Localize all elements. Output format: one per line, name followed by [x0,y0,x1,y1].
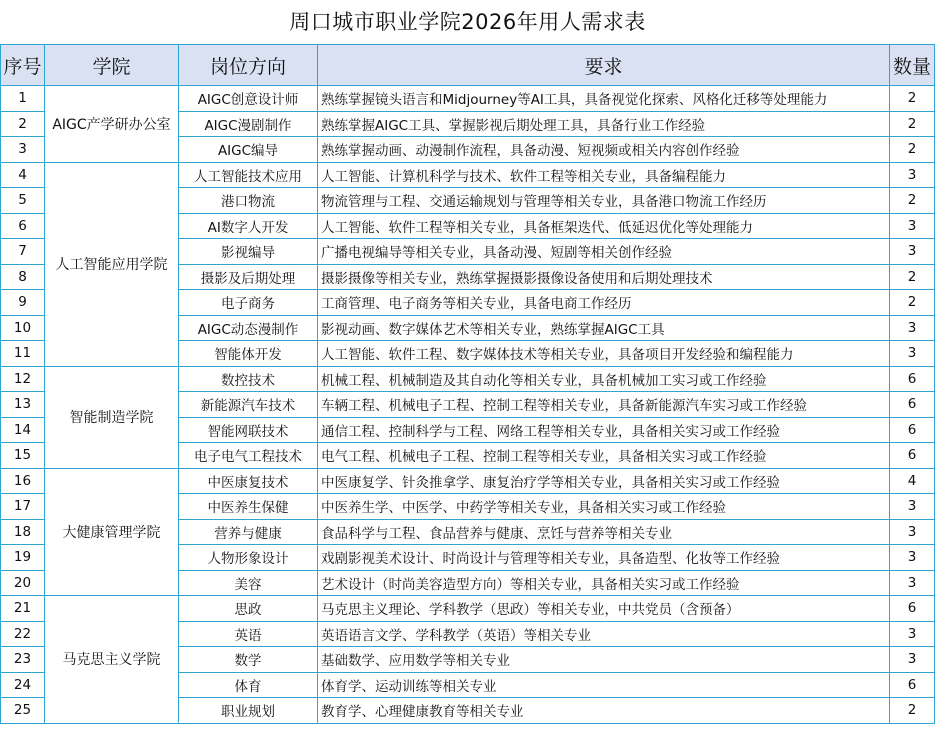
requirement-cell: 人工智能、软件工程、数字媒体技术等相关专业，具备项目开发经验和编程能力 [318,341,890,367]
count-cell: 3 [890,315,935,341]
count-cell: 3 [890,341,935,367]
requirement-cell: 基础数学、应用数学等相关专业 [318,647,890,673]
table-row [1,86,935,112]
count-cell: 2 [890,290,935,316]
requirement-cell: 物流管理与工程、交通运输规划与管理等相关专业，具备港口物流工作经历 [318,188,890,214]
row-number: 20 [1,570,45,596]
requirement-cell: 电气工程、机械电子工程、控制工程等相关专业，具备相关实习或工作经验 [318,443,890,469]
requirement-cell: 广播电视编导等相关专业，具备动漫、短剧等相关创作经验 [318,239,890,265]
header-position: 岗位方向 [179,45,318,86]
row-number: 1 [1,86,45,112]
college-cell: 智能制造学院 [45,366,179,468]
position-cell: 中医康复技术 [179,468,318,494]
count-cell: 6 [890,392,935,418]
requirement-cell: 艺术设计（时尚美容造型方向）等相关专业，具备相关实习或工作经验 [318,570,890,596]
row-number: 14 [1,417,45,443]
position-cell: 摄影及后期处理 [179,264,318,290]
row-number: 25 [1,698,45,724]
page-title: 周口城市职业学院2026年用人需求表 [289,10,646,34]
count-cell: 4 [890,468,935,494]
requirement-cell: 机械工程、机械制造及其自动化等相关专业，具备机械加工实习或工作经验 [318,366,890,392]
requirement-cell: 英语语言文学、学科教学（英语）等相关专业 [318,621,890,647]
count-cell: 2 [890,264,935,290]
count-cell: 3 [890,570,935,596]
requirement-cell: 摄影摄像等相关专业，熟练掌握摄影摄像设备使用和后期处理技术 [318,264,890,290]
row-number: 10 [1,315,45,341]
count-cell: 3 [890,239,935,265]
position-cell: 新能源汽车技术 [179,392,318,418]
position-cell: AI数字人开发 [179,213,318,239]
header-college: 学院 [45,45,179,86]
position-cell: 数控技术 [179,366,318,392]
count-cell: 3 [890,647,935,673]
position-cell: AIGC动态漫制作 [179,315,318,341]
requirement-cell: 食品科学与工程、食品营养与健康、烹饪与营养等相关专业 [318,519,890,545]
position-cell: 体育 [179,672,318,698]
header-row [1,45,935,86]
position-cell: 人物形象设计 [179,545,318,571]
row-number: 2 [1,111,45,137]
position-cell: AIGC编导 [179,137,318,163]
requirement-cell: 中医养生学、中医学、中药学等相关专业，具备相关实习或工作经验 [318,494,890,520]
header-requirement: 要求 [318,45,890,86]
position-cell: 港口物流 [179,188,318,214]
requirement-cell: 人工智能、计算机科学与技术、软件工程等相关专业，具备编程能力 [318,162,890,188]
count-cell: 3 [890,494,935,520]
table-row [1,366,935,392]
row-number: 7 [1,239,45,265]
requirement-cell: 戏剧影视美术设计、时尚设计与管理等相关专业，具备造型、化妆等工作经验 [318,545,890,571]
header-count: 数量 [890,45,935,86]
row-number: 21 [1,596,45,622]
count-cell: 6 [890,672,935,698]
row-number: 9 [1,290,45,316]
header-no: 序号 [1,45,45,86]
requirement-cell: 体育学、运动训练等相关专业 [318,672,890,698]
requirement-cell: 中医康复学、针灸推拿学、康复治疗学等相关专业，具备相关实习或工作经验 [318,468,890,494]
requirement-cell: 熟练掌握动画、动漫制作流程，具备动漫、短视频或相关内容创作经验 [318,137,890,163]
row-number: 3 [1,137,45,163]
position-cell: 人工智能技术应用 [179,162,318,188]
requirement-cell: 车辆工程、机械电子工程、控制工程等相关专业，具备新能源汽车实习或工作经验 [318,392,890,418]
position-cell: 职业规划 [179,698,318,724]
count-cell: 3 [890,162,935,188]
college-cell: 人工智能应用学院 [45,162,179,366]
position-cell: 中医养生保健 [179,494,318,520]
position-cell: 智能网联技术 [179,417,318,443]
table-row [1,596,935,622]
requirement-cell: 影视动画、数字媒体艺术等相关专业，熟练掌握AIGC工具 [318,315,890,341]
position-cell: AIGC创意设计师 [179,86,318,112]
requirement-cell: 人工智能、软件工程等相关专业，具备框架迭代、低延迟优化等处理能力 [318,213,890,239]
requirement-cell: 熟练掌握AIGC工具、掌握影视后期处理工具，具备行业工作经验 [318,111,890,137]
row-number: 22 [1,621,45,647]
row-number: 11 [1,341,45,367]
position-cell: 思政 [179,596,318,622]
count-cell: 2 [890,111,935,137]
requirement-cell: 工商管理、电子商务等相关专业，具备电商工作经历 [318,290,890,316]
count-cell: 6 [890,443,935,469]
row-number: 5 [1,188,45,214]
table-row [1,468,935,494]
college-cell: 大健康管理学院 [45,468,179,596]
college-cell: 马克思主义学院 [45,596,179,724]
requirement-cell: 教育学、心理健康教育等相关专业 [318,698,890,724]
count-cell: 6 [890,417,935,443]
count-cell: 6 [890,596,935,622]
count-cell: 2 [890,86,935,112]
table-body [1,86,935,724]
position-cell: 营养与健康 [179,519,318,545]
position-cell: 英语 [179,621,318,647]
requirement-cell: 马克思主义理论、学科教学（思政）等相关专业，中共党员（含预备） [318,596,890,622]
row-number: 15 [1,443,45,469]
row-number: 8 [1,264,45,290]
count-cell: 3 [890,213,935,239]
row-number: 19 [1,545,45,571]
count-cell: 2 [890,137,935,163]
row-number: 24 [1,672,45,698]
position-cell: 影视编导 [179,239,318,265]
position-cell: 智能体开发 [179,341,318,367]
count-cell: 2 [890,698,935,724]
demand-table [0,44,935,724]
position-cell: 美容 [179,570,318,596]
count-cell: 6 [890,366,935,392]
row-number: 13 [1,392,45,418]
row-number: 16 [1,468,45,494]
row-number: 18 [1,519,45,545]
position-cell: 数学 [179,647,318,673]
count-cell: 3 [890,621,935,647]
row-number: 12 [1,366,45,392]
row-number: 17 [1,494,45,520]
position-cell: 电子商务 [179,290,318,316]
requirement-cell: 通信工程、控制科学与工程、网络工程等相关专业，具备相关实习或工作经验 [318,417,890,443]
position-cell: 电子电气工程技术 [179,443,318,469]
table-row [1,162,935,188]
count-cell: 3 [890,519,935,545]
count-cell: 3 [890,545,935,571]
row-number: 4 [1,162,45,188]
row-number: 6 [1,213,45,239]
requirement-cell: 熟练掌握镜头语言和Midjourney等AI工具，具备视觉化探索、风格化迁移等处理能力 [318,86,890,112]
count-cell: 2 [890,188,935,214]
row-number: 23 [1,647,45,673]
position-cell: AIGC漫剧制作 [179,111,318,137]
college-cell: AIGC产学研办公室 [45,86,179,163]
